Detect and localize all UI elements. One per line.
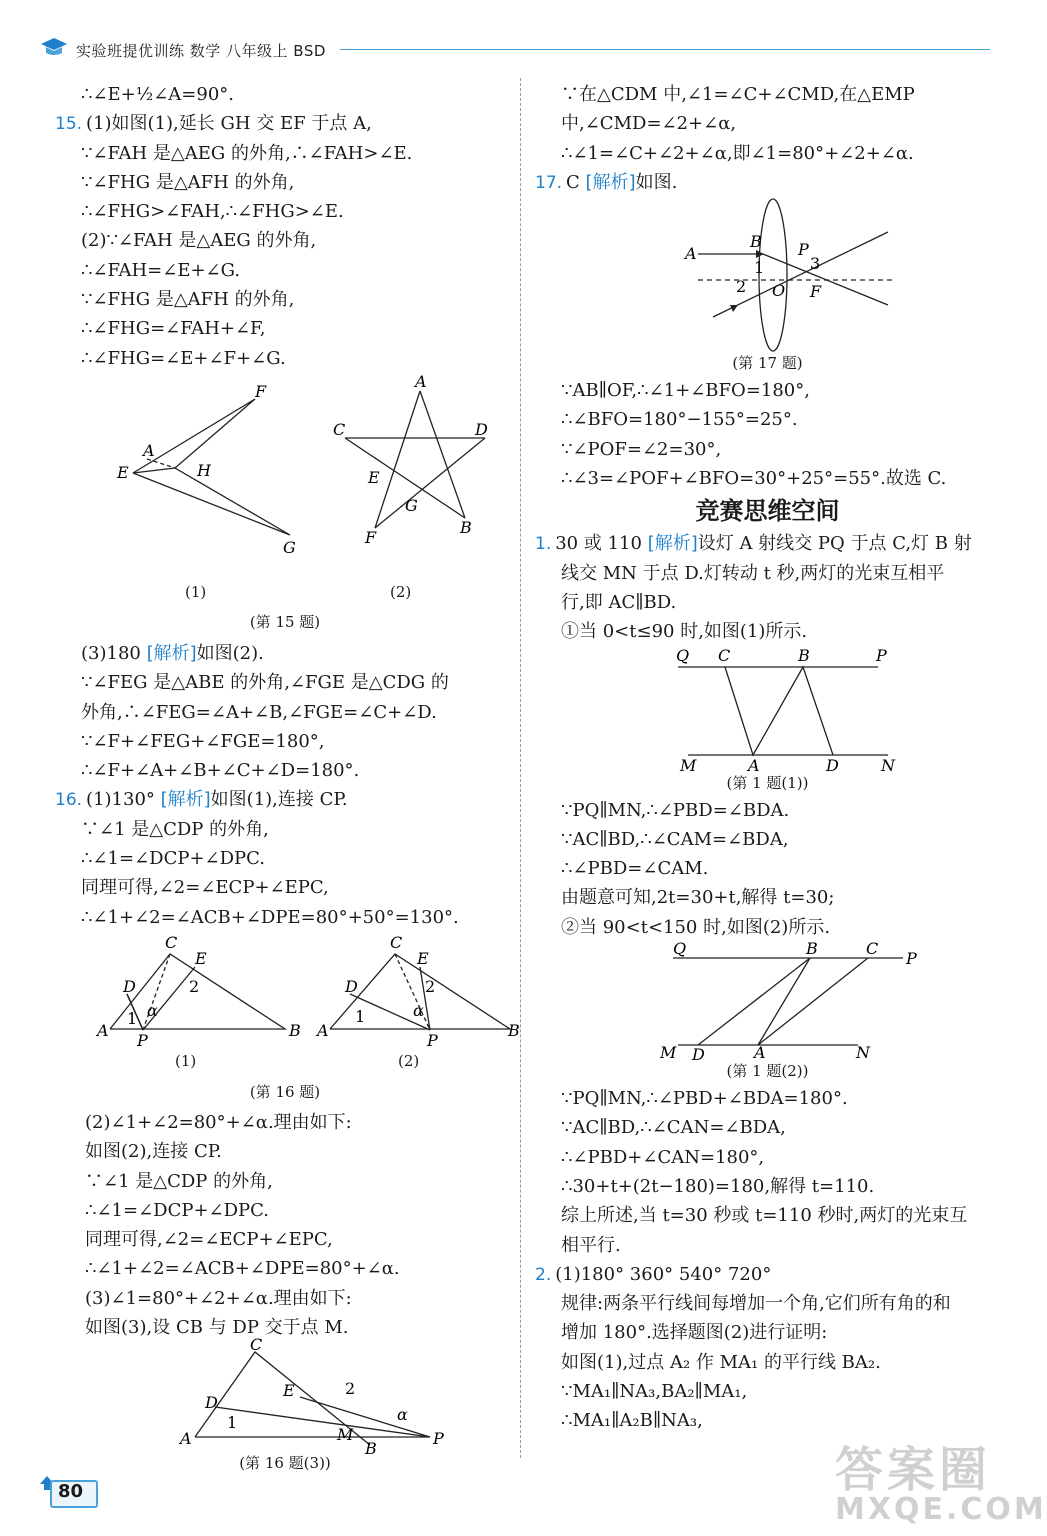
label-1: 1 <box>753 258 764 278</box>
text-line: (2)∠1+∠2=80°+∠α.理由如下: <box>85 1111 352 1133</box>
text-line: ∵∠FHG 是△AFH 的外角, <box>81 289 295 311</box>
label-A2: A <box>415 371 427 391</box>
text-line: ②当 90<t<150 时,如图(2)所示. <box>561 916 831 938</box>
text-line: (2)∵∠FAH 是△AEG 的外角, <box>81 230 317 252</box>
label-1: 1 <box>227 1413 238 1433</box>
analysis-tag: [解析] <box>647 533 698 555</box>
label-A: A <box>747 755 760 775</box>
text-line: ∵∠FAH 是△AEG 的外角,∴∠FAH>∠E. <box>81 142 413 164</box>
question-number: 2. <box>535 1264 552 1285</box>
analysis-tag: [解析] <box>160 789 211 811</box>
c1-line <box>535 529 1000 558</box>
label-1b: 1 <box>355 1006 366 1026</box>
label-P: P <box>905 949 917 969</box>
header-rule <box>340 49 990 50</box>
label-C: C <box>333 419 346 439</box>
text-line: ∴∠1+∠2=∠ACB+∠DPE=80°+∠α. <box>85 1258 400 1280</box>
label-P: P <box>875 645 887 665</box>
label-3: 3 <box>809 254 820 274</box>
text-part: 如图(2). <box>196 642 264 664</box>
fig17-caption: (第 17 题) <box>732 354 803 373</box>
text-line: 增加 180°.选择题图(2)进行证明: <box>561 1322 828 1344</box>
page-header <box>40 34 990 62</box>
label-E: E <box>195 948 207 968</box>
watermark-url: MXQE.COM <box>835 1492 1047 1527</box>
text-line: 由题意可知,2t=30+t,解得 t=30; <box>561 887 835 909</box>
text-part: 设灯 A 射线交 PQ 于点 C,灯 B 射 <box>697 533 972 555</box>
label-A: A <box>180 1429 192 1449</box>
fig-subcaption: (2) <box>398 1051 420 1070</box>
label-alpha2: α <box>413 1000 424 1020</box>
text-part: (1)130° <box>86 789 161 811</box>
fig16-3-caption: (第 16 题(3)) <box>239 1454 331 1473</box>
label-E2: E <box>417 948 429 968</box>
text-line: (1)如图(1),延长 GH 交 EF 于点 A, <box>86 113 372 135</box>
label-B: B <box>797 645 810 665</box>
text-line: ∴∠PBD+∠CAN=180°, <box>561 1146 765 1168</box>
text-line: ∵PQ∥MN,∴∠PBD=∠BDA. <box>561 799 790 821</box>
text-line: ∵PQ∥MN,∴∠PBD+∠BDA=180°. <box>561 1088 848 1110</box>
label-2b: 2 <box>425 976 436 996</box>
label-2: 2 <box>735 277 746 297</box>
label-H: H <box>197 460 211 480</box>
text-line: 行,即 AC∥BD. <box>561 591 677 613</box>
question-number: 16. <box>55 790 83 811</box>
label-C: C <box>250 1335 263 1355</box>
text-line: ∴∠FHG=∠FAH+∠F, <box>81 318 266 340</box>
text-line: ∴∠FHG=∠E+∠F+∠G. <box>81 347 286 369</box>
text-line: 如图(2),连接 CP. <box>85 1141 222 1163</box>
figure-16-3 <box>65 1335 505 1459</box>
text-part: (1)180° 360° 540° 720° <box>555 1263 772 1285</box>
text-line: 规律:两条平行线间每增加一个角,它们所有角的和 <box>561 1293 951 1315</box>
text-line: ∴∠1=∠DCP+∠DPC. <box>85 1199 270 1221</box>
label-M: M <box>679 755 696 775</box>
label-1: 1 <box>127 1008 138 1028</box>
text-part: 30 或 110 <box>555 533 648 555</box>
right-column <box>535 80 1000 1436</box>
graduation-cap-icon <box>40 36 68 58</box>
label-P: P <box>797 240 809 260</box>
label-N: N <box>880 755 895 775</box>
text-line: ∵∠1 是△CDP 的外角, <box>81 818 269 840</box>
text-line: ∴∠1=∠C+∠2+∠α,即∠1=80°+∠2+∠α. <box>561 142 914 164</box>
label-Q: Q <box>672 939 686 959</box>
text-line: 中,∠CMD=∠2+∠α, <box>561 113 737 135</box>
text-line: ∵∠1 是△CDP 的外角, <box>85 1170 273 1192</box>
label-A: A <box>684 244 697 264</box>
label-G: G <box>283 537 296 557</box>
question-number: 15. <box>55 114 83 135</box>
text-part: 如图(1),连接 CP. <box>210 789 348 811</box>
label-P2: P <box>427 1030 438 1050</box>
figure-15 <box>65 373 505 583</box>
label-E: E <box>283 1381 295 1401</box>
text-line: 同理可得,∠2=∠ECP+∠EPC, <box>81 877 329 899</box>
text-line: ∵AC∥BD,∴∠CAM=∠BDA, <box>561 828 789 850</box>
label-M: M <box>337 1425 354 1445</box>
q16-line <box>55 785 515 814</box>
figure-16 <box>65 932 520 1052</box>
label-B: B <box>749 232 762 252</box>
text-line: (3)∠1=80°+∠2+∠α.理由如下: <box>85 1287 352 1309</box>
text-line: ∵AC∥BD,∴∠CAN=∠BDA, <box>561 1117 786 1139</box>
label-C: C <box>165 932 178 952</box>
text-line: ∵∠F+∠FEG+∠FGE=180°, <box>81 730 325 752</box>
text-line: ∴∠E+½∠A=90°. <box>81 84 234 105</box>
page-number: 80 <box>58 1481 84 1502</box>
text-line: ∴MA₁∥A₂B∥NA₃, <box>561 1410 703 1432</box>
text-part: 如图. <box>635 171 678 193</box>
label-D: D <box>205 1393 218 1413</box>
label-D: D <box>475 419 488 439</box>
label-F: F <box>255 381 267 401</box>
label-A2: A <box>317 1020 329 1040</box>
label-D: D <box>123 976 136 996</box>
fig15-subcaptions <box>55 583 515 609</box>
text-line: 如图(1),过点 A₂ 作 MA₁ 的平行线 BA₂. <box>561 1351 881 1373</box>
label-E: E <box>117 462 129 482</box>
text-line: ∴∠FHG>∠FAH,∴∠FHG>∠E. <box>81 201 344 223</box>
text-line: ∵∠FEG 是△ABE 的外角,∠FGE 是△CDG 的 <box>81 672 449 694</box>
text-line: ∴∠FAH=∠E+∠G. <box>81 259 241 281</box>
text-line: ∴∠PBD=∠CAM. <box>561 858 709 880</box>
label-2: 2 <box>189 976 200 996</box>
label-C2: C <box>390 932 403 952</box>
text-line: 如图(3),设 CB 与 DP 交于点 M. <box>85 1317 349 1339</box>
label-B: B <box>460 517 472 537</box>
label-F: F <box>809 282 821 302</box>
text-line: ∵在△CDM 中,∠1=∠C+∠CMD,在△EMP <box>561 84 915 105</box>
watermark-text: 答案圈 <box>835 1442 992 1498</box>
label-C: C <box>865 939 878 959</box>
label-B: B <box>365 1439 377 1459</box>
section-title: 竞赛思维空间 <box>695 497 840 526</box>
text-line: 外角,∴∠FEG=∠A+∠B,∠FGE=∠C+∠D. <box>81 701 437 723</box>
text-line: ∴∠1=∠DCP+∠DPC. <box>81 848 266 870</box>
text-part: (3)180 <box>81 642 147 664</box>
text-line: ∵∠POF=∠2=30°, <box>561 438 722 460</box>
q17-line <box>535 168 1000 197</box>
text-line: ∵AB∥OF,∴∠1+∠BFO=180°, <box>561 380 810 402</box>
question-number: 17. <box>535 172 563 193</box>
q15-line <box>55 109 515 138</box>
page-number-badge <box>40 1476 98 1506</box>
label-D2: D <box>345 976 358 996</box>
fig-subcaption: (2) <box>390 582 412 601</box>
label-C: C <box>717 645 730 665</box>
label-B2: B <box>508 1020 520 1040</box>
label-O: O <box>771 281 785 301</box>
question-number: 1. <box>535 534 552 555</box>
c2-line <box>535 1260 1000 1289</box>
label-D: D <box>825 755 839 775</box>
label-E2: E <box>368 467 380 487</box>
label-P: P <box>433 1429 444 1449</box>
label-Q: Q <box>675 645 689 665</box>
label-N: N <box>855 1043 870 1063</box>
column-divider <box>520 78 521 1458</box>
label-P: P <box>137 1030 148 1050</box>
text-line: ∵MA₁∥NA₃,BA₂∥MA₁, <box>561 1381 748 1403</box>
fig-subcaption: (1) <box>185 582 207 601</box>
fig-c1-1-caption: (第 1 题(1)) <box>726 773 809 792</box>
left-column <box>55 80 520 1473</box>
watermark-logo <box>835 1442 1047 1530</box>
label-D: D <box>691 1045 705 1065</box>
text-line: ∴∠1+∠2=∠ACB+∠DPE=80°+50°=130°. <box>81 906 459 928</box>
label-G2: G <box>405 495 418 515</box>
label-alpha: α <box>397 1405 408 1425</box>
label-A: A <box>143 440 155 460</box>
text-line: 综上所述,当 t=30 秒或 t=110 秒时,两灯的光束互 <box>561 1205 968 1227</box>
figure-c1-2 <box>548 939 988 1065</box>
label-2: 2 <box>345 1379 356 1399</box>
text-line: 同理可得,∠2=∠ECP+∠EPC, <box>85 1229 333 1251</box>
text-line: 相平行. <box>561 1234 621 1256</box>
text-line: ∵∠FHG 是△AFH 的外角, <box>81 171 295 193</box>
fig16-subcaptions <box>55 1052 515 1078</box>
label-M: M <box>659 1043 676 1063</box>
text-line: ∴∠F+∠A+∠B+∠C+∠D=180°. <box>81 760 360 782</box>
label-B: B <box>289 1020 301 1040</box>
label-F2: F <box>365 527 377 547</box>
text-line: ①当 0<t≤90 时,如图(1)所示. <box>561 621 808 643</box>
analysis-tag: [解析] <box>146 642 197 664</box>
label-A: A <box>753 1043 766 1063</box>
text-line: ∴30+t+(2t−180)=180,解得 t=110. <box>561 1175 875 1197</box>
book-title: 实验班提优训练 数学 八年级上 BSD <box>76 42 326 60</box>
label-B: B <box>805 939 818 959</box>
text-line: ∴∠3=∠POF+∠BFO=30°+25°=55°.故选 C. <box>561 468 947 490</box>
text-line: 线交 MN 于点 D.灯转动 t 秒,两灯的光束互相平 <box>561 562 945 584</box>
figure-c1-1 <box>548 645 988 775</box>
fig-subcaption: (1) <box>175 1051 197 1070</box>
text-line: ∴∠BFO=180°−155°=25°. <box>561 409 798 431</box>
text-part: C <box>566 171 586 193</box>
fig16-caption: (第 16 题) <box>249 1082 321 1101</box>
label-alpha: α <box>147 1000 158 1020</box>
fig-c1-2-caption: (第 1 题(2)) <box>726 1062 809 1081</box>
figure-17 <box>548 197 988 352</box>
fig15-caption: (第 15 题) <box>249 612 321 631</box>
text-line <box>55 639 515 668</box>
label-A: A <box>97 1020 109 1040</box>
analysis-tag: [解析] <box>585 171 636 193</box>
